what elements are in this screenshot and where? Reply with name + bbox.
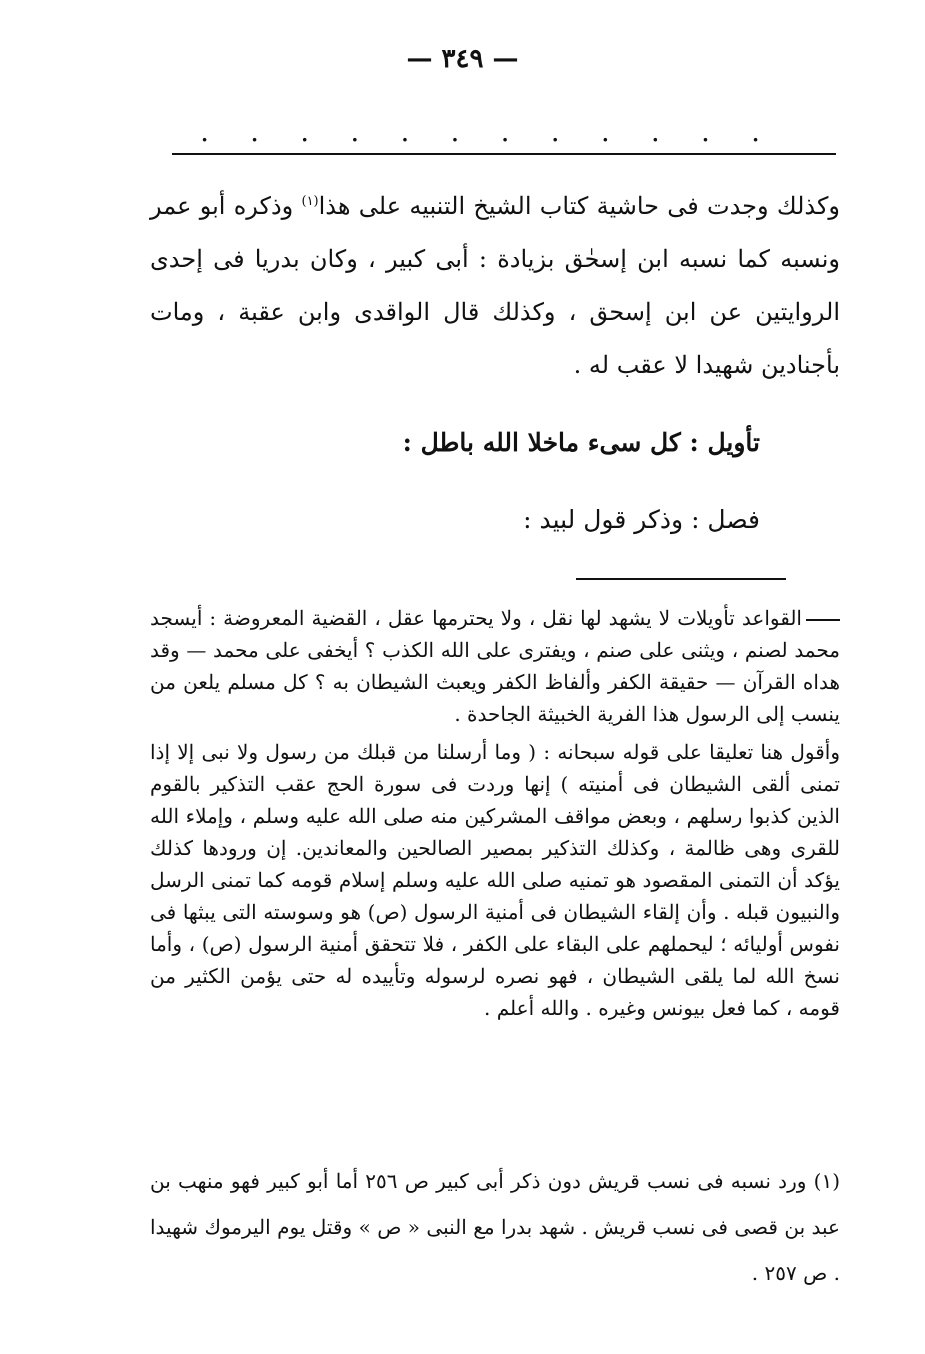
commentary-paragraph-1 [150,602,840,730]
ellipsis-separator [200,115,760,148]
lead-dash [806,619,840,621]
commentary-paragraph-2: وأقول هنا تعليقا على قوله سبحانه : ( وما أرسلنا من قبلك من رسول ولا نبى إلا إذا تمنى ألقى الشيطان فى أمنيته ) إنها وردت فى سورة الحج عقب التذكير بالقوم الذين كذبوا رسلهم ، وبعض مواقف المشركين منه صلى الله عليه وسلم ، وإملاء الله للقرى وهى ظالمة ، وكذلك التذكير بمصير الصالحين والمعاندين. إن ورودها كذلك يؤكد أن التمنى المقصود هو تمنيه صلى الله عليه وسلم إسلام قومه كما تمنى الرسل والنبيون قبله . وأن إلقاء الشيطان فى أمنية الرسول (ص) هو وسوسته التى يبثها فى نفوس أوليائه ؛ ليحملهم على البقاء على الكفر ، فلا تتحقق أمنية الرسول (ص) ، وأما نسخ الله لما يلقى الشيطان ، فهو نصره لرسوله وتأييده له حتى يؤمن الكثير من قومه ، كما فعل بيونس وغيره . والله أعلم . [150,740,840,1020]
separator-dot: . [500,115,510,148]
notes-separator-rule [576,578,786,580]
separator-dot: . [600,115,610,148]
separator-dot: . [751,115,760,148]
footnote-number: (١) [813,1169,840,1193]
main-paragraph [150,175,840,392]
section-heading-fasl: فصل : وذكر قول لبيد : [523,505,760,534]
separator-dot: . [400,115,410,148]
separator-dot: . [200,115,209,148]
page-number: — ٣٤٩ — [406,44,519,74]
commentary-notes [150,602,840,1030]
separator-dot: . [300,115,310,148]
header-rule [172,153,836,155]
separator-dot: . [450,115,460,148]
separator-dot: . [550,115,560,148]
footnote-text: ورد نسبه فى نسب قريش دون ذكر أبى كبير ص ٢٥٦ أما أبو كبير فهو منهب بن عبد بن قصى فى نسب قريش . شهد بدرا مع النبى « ص » وقتل يوم اليرموك شهيدا . ص ٢٥٧ . [150,1169,840,1285]
separator-dot: . [250,115,260,148]
main-text-start: وكذلك وجدت فى حاشية كتاب الشيخ التنبيه على هذا [318,192,840,220]
footnote-reference[interactable]: (١) [301,194,319,209]
commentary-text-1: القواعد تأويلات لا يشهد لها نقل ، ولا يحترمها عقل ، القضية المعروضة : أيسجد محمد لصنم ، ويثنى على صنم ، ويفترى على الله الكذب ؟ أيخفى على محمد — وقد هداه القرآن — حقيقة الكفر وألفاظ الكفر ويعبث الشيطان به ؟ كل مسلم يلعن من ينسب إلى الرسول هذا الفرية الخبيثة الجاحدة . [150,606,840,726]
separator-dot: . [650,115,660,148]
footnote [150,1158,840,1296]
separator-dot: . [701,115,710,148]
main-text-continued: وذكره أبو عمر ونسبه كما نسبه ابن إسحٰق بزيادة : أبى كبير ، وكان بدريا فى إحدى الروايتين عن ابن إسحق ، وكذلك قال الواقدى وابن عقبة ، ومات بأجنادين شهيدا لا عقب له . [150,192,840,379]
section-heading-tawil: تأويل : كل سىء ماخلا الله باطل : [402,428,760,457]
separator-dot: . [350,115,360,148]
